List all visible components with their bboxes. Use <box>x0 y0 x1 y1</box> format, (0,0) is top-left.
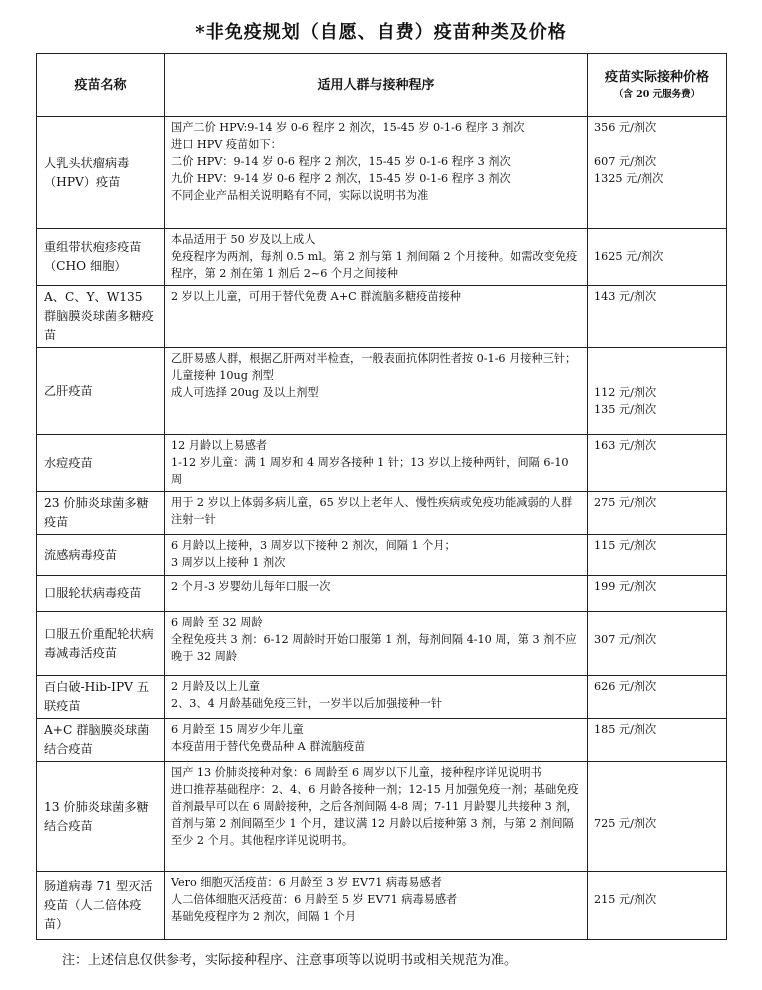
usage-cell <box>165 576 588 612</box>
vaccine-name-cell: 23 价肺炎球菌多糖疫苗 <box>37 492 165 535</box>
price-value: 115 元/剂次 <box>594 539 657 552</box>
usage-line: 人二倍体细胞灭活疫苗：6 月龄至 5 岁 EV71 病毒易感者 <box>171 893 458 906</box>
price-cell <box>588 492 727 535</box>
price-spacer <box>594 136 720 153</box>
usage-line: 国产 13 价肺炎接种对象：6 周龄至 6 周岁以下儿童，接种程序详见说明书 <box>171 766 542 779</box>
price-cell <box>588 229 727 286</box>
usage-line: 本品适用于 50 岁及以上成人 <box>171 233 316 246</box>
usage-line: 2、3、4 月龄基础免疫三针，一岁半以后加强接种一针 <box>171 697 443 710</box>
vaccine-name-cell: 百白破-Hib-IPV 五联疫苗 <box>37 676 165 719</box>
usage-line: 二价 HPV：9-14 岁 0-6 程序 2 剂次，15-45 岁 0-1-6 程序 3 剂次 <box>171 155 511 168</box>
usage-cell <box>165 719 588 762</box>
vaccine-name-cell: 乙肝疫苗 <box>37 348 165 435</box>
price-spacer <box>594 781 720 798</box>
price-cell <box>588 762 727 872</box>
vaccine-name-cell: 肠道病毒 71 型灭活疫苗（人二倍体疫苗） <box>37 872 165 940</box>
table-row <box>37 435 727 492</box>
usage-line: 3 周岁以上接种 1 剂次 <box>171 556 286 569</box>
vaccine-name-cell: 流感病毒疫苗 <box>37 535 165 576</box>
price-spacer <box>594 350 720 367</box>
price-cell <box>588 435 727 492</box>
price-spacer <box>594 798 720 815</box>
vaccine-name-cell: 重组带状疱疹疫苗（CHO 细胞） <box>37 229 165 286</box>
usage-line: 6 月龄以上接种，3 周岁以下接种 2 剂次，间隔 1 个月； <box>171 539 456 552</box>
usage-line: 国产二价 HPV:9-14 岁 0-6 程序 2 剂次，15-45 岁 0-1-6 程序 3 剂次 <box>171 121 525 134</box>
price-cell <box>588 576 727 612</box>
usage-line: 2 月龄及以上儿童 <box>171 680 260 693</box>
table-row <box>37 719 727 762</box>
price-cell <box>588 719 727 762</box>
table-row <box>37 229 727 286</box>
usage-line: 不同企业产品相关说明略有不同，实际以说明书为准 <box>171 189 429 202</box>
usage-cell <box>165 676 588 719</box>
vaccine-price-table <box>36 53 727 940</box>
usage-line: 乙肝易感人群，根据乙肝两对半检查，一般表面抗体阴性者按 0-1-6 月接种三针； <box>171 352 577 365</box>
vaccine-name-cell: A+C 群脑膜炎球菌结合疫苗 <box>37 719 165 762</box>
table-row <box>37 492 727 535</box>
price-value: 1325 元/剂次 <box>594 172 664 185</box>
price-spacer <box>594 614 720 631</box>
usage-cell <box>165 492 588 535</box>
table-row <box>37 872 727 940</box>
price-cell <box>588 612 727 676</box>
price-value: 163 元/剂次 <box>594 439 657 452</box>
price-cell <box>588 348 727 435</box>
table-body <box>37 117 727 940</box>
usage-line: Vero 细胞灭活疫苗：6 月龄至 3 岁 EV71 病毒易感者 <box>171 876 442 889</box>
table-row <box>37 612 727 676</box>
usage-line: 基础免疫程序为 2 剂次，间隔 1 个月 <box>171 910 357 923</box>
price-value: 185 元/剂次 <box>594 723 657 736</box>
price-cell <box>588 872 727 940</box>
header-vaccine-name: 疫苗名称 <box>37 54 165 117</box>
table-row <box>37 676 727 719</box>
footnote: 注：上述信息仅供参考，实际接种程序、注意事项等以说明书或相关规范为准。 <box>62 953 518 968</box>
usage-line: 进口 HPV 疫苗如下： <box>171 138 282 151</box>
price-value: 307 元/剂次 <box>594 633 657 646</box>
vaccine-name-cell: 口服五价重配轮状病毒减毒活疫苗 <box>37 612 165 676</box>
price-value: 199 元/剂次 <box>594 580 657 593</box>
usage-cell <box>165 762 588 872</box>
usage-line: 全程免疫共 3 剂：6-12 周龄时开始口服第 1 剂，每剂间隔 4-10 周，第 3 剂不应晚于 32 周龄 <box>171 633 577 663</box>
table-row <box>37 117 727 229</box>
price-value: 607 元/剂次 <box>594 155 657 168</box>
usage-line: 1-12 岁儿童：满 1 周岁和 4 周岁各接种 1 针；13 岁以上接种两针，间隔 6-10 周 <box>171 456 569 486</box>
usage-line: 用于 2 岁以上体弱多病儿童，65 岁以上老年人、慢性疾病或免疫功能减弱的人群注射一针 <box>171 496 573 526</box>
price-spacer <box>594 367 720 384</box>
usage-cell <box>165 872 588 940</box>
table-row <box>37 535 727 576</box>
usage-line: 6 月龄至 15 周岁少年儿童 <box>171 723 304 736</box>
usage-cell <box>165 117 588 229</box>
usage-line: 本疫苗用于替代免费品种 A 群流脑疫苗 <box>171 740 366 753</box>
price-spacer <box>594 874 720 891</box>
usage-line: 12 月龄以上易感者 <box>171 439 268 452</box>
vaccine-name-cell: 人乳头状瘤病毒（HPV）疫苗 <box>37 117 165 229</box>
price-spacer <box>594 231 720 248</box>
usage-cell <box>165 535 588 576</box>
table-row <box>37 286 727 348</box>
page-title: *非免疫规划（自愿、自费）疫苗种类及价格 <box>195 22 567 43</box>
usage-line: 九价 HPV：9-14 岁 0-6 程序 2 剂次，15-45 岁 0-1-6 程序 3 剂次 <box>171 172 511 185</box>
price-cell <box>588 286 727 348</box>
price-value: 215 元/剂次 <box>594 893 657 906</box>
header-usage: 适用人群与接种程序 <box>165 54 588 117</box>
header-price <box>588 54 727 117</box>
usage-line: 6 周龄 至 32 周龄 <box>171 616 263 629</box>
usage-cell <box>165 286 588 348</box>
price-value: 626 元/剂次 <box>594 680 657 693</box>
usage-cell <box>165 612 588 676</box>
vaccine-name-cell: 13 价肺炎球菌多糖结合疫苗 <box>37 762 165 872</box>
price-value: 143 元/剂次 <box>594 290 657 303</box>
vaccine-name-cell: 水痘疫苗 <box>37 435 165 492</box>
price-value: 1625 元/剂次 <box>594 250 664 263</box>
usage-cell <box>165 435 588 492</box>
price-cell <box>588 535 727 576</box>
price-spacer <box>594 764 720 781</box>
usage-cell <box>165 348 588 435</box>
table-row <box>37 762 727 872</box>
usage-line: 免疫程序为两剂，每剂 0.5 ml。第 2 剂与第 1 剂间隔 2 个月接种。如需改变免疫程序，第 2 剂在第 1 剂后 2~6 个月之间接种 <box>171 250 578 280</box>
vaccine-name-cell: 口服轮状病毒疫苗 <box>37 576 165 612</box>
price-value: 112 元/剂次 <box>594 386 657 399</box>
header-price-note: （含 20 元服务费） <box>613 88 701 100</box>
price-value: 356 元/剂次 <box>594 121 657 134</box>
usage-line: 进口推荐基础程序：2、4、6 月龄各接种一剂；12-15 月加强免疫一剂；基础免疫首剂最早可以在 6 周龄接种，之后各剂间隔 4-8 周；7-11 月龄婴儿共接种 3 剂，首剂与第 2 剂间隔至少 1 个月，建议满 12 月龄以后接种第 3 剂，与第 2 剂间隔至少 2 个月。其他程序详见说明书。 <box>171 783 579 847</box>
usage-line: 儿童接种 10ug 剂型 <box>171 369 274 382</box>
price-cell <box>588 117 727 229</box>
header-price-label: 疫苗实际接种价格 <box>604 69 709 85</box>
usage-line: 成人可选择 20ug 及以上剂型 <box>171 386 319 399</box>
price-cell <box>588 676 727 719</box>
usage-cell <box>165 229 588 286</box>
vaccine-name-cell: A、C、Y、W135 群脑膜炎球菌多糖疫苗 <box>37 286 165 348</box>
table-header-row <box>37 54 727 117</box>
price-value: 275 元/剂次 <box>594 496 657 509</box>
usage-line: 2 岁以上儿童，可用于替代免费 A+C 群流脑多糖疫苗接种 <box>171 290 461 303</box>
table-row <box>37 348 727 435</box>
table-row <box>37 576 727 612</box>
price-value: 725 元/剂次 <box>594 817 657 830</box>
usage-line: 2 个月-3 岁婴幼儿每年口服一次 <box>171 580 331 593</box>
price-value: 135 元/剂次 <box>594 403 657 416</box>
